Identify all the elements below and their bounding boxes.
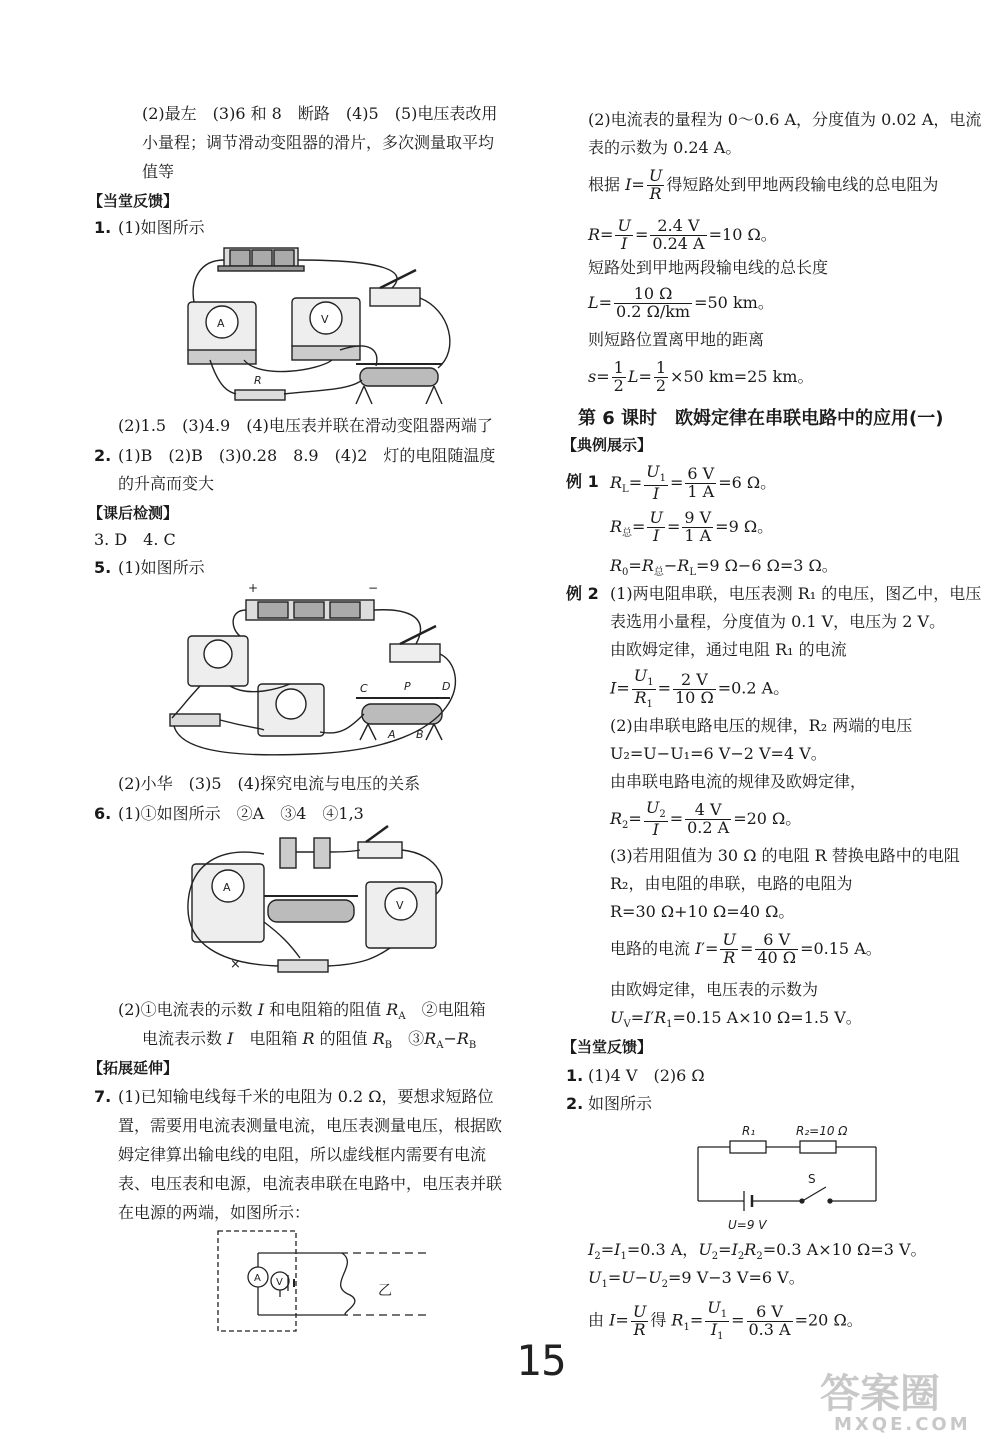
voltmeter-label: V: [396, 899, 404, 912]
answer-line: 由欧姆定律，电压表的示数为: [610, 980, 819, 999]
answer-line: R=30 Ω+10 Ω=40 Ω。: [610, 902, 795, 921]
question-number: 1.: [566, 1066, 584, 1085]
question-number: 5.: [94, 558, 112, 577]
circuit-figure-6: [180, 824, 460, 974]
answer-line: (2)由串联电路电压的规律，R₂ 两端的电压: [610, 716, 913, 735]
cross-mark: ×: [230, 957, 241, 972]
answer-line: 电流表示数 I 电阻箱 R 的阻值 $R_B$ $③R_A-R_B$: [142, 1029, 477, 1052]
answer-line: 3. D 4. C: [94, 530, 176, 549]
answer-line: 在电源的两端，如图所示：: [118, 1203, 311, 1222]
answer-line: (2)1.5 (3)4.9 (4)电压表并联在滑动变阻器两端了: [118, 416, 493, 435]
formula-line: $I_2=I_1=0.3$ A，$U_2=I_2R_2=0.3$ A×10 Ω=3 V。: [588, 1240, 927, 1263]
answer-line: 值等: [142, 162, 175, 181]
terminal-a-label: A: [388, 728, 396, 741]
answer-line: (2)最左 (3)6 和 8 断路 (4)5 (5)电压表改用: [142, 104, 498, 123]
terminal-d-label: D: [442, 680, 451, 693]
ammeter-label: A: [254, 1273, 261, 1284]
circuit-figure-7: [210, 1225, 440, 1337]
example-label: 例 2: [566, 584, 599, 603]
formula-line: $U_V=I'R_1=0.15$ A×10 Ω=1.5 V。: [610, 1008, 862, 1031]
watermark-url: MXQE.COM: [834, 1414, 971, 1435]
switch-label: S: [808, 1172, 816, 1186]
formula-line: $R_L=$ $\frac{U_1}{I}$ = $\frac{6 V}{1 A}$ =6 Ω。: [610, 462, 777, 503]
minus-label: −: [368, 581, 379, 595]
page-number: 15: [516, 1336, 567, 1385]
answer-line: 则短路位置离甲地的距离: [588, 330, 765, 349]
formula-line: L= $\frac{10 \Omega}{0.2 \Omega/km}$ =50 km。: [588, 284, 774, 321]
example-label: 例 1: [566, 472, 599, 491]
answer-line: 表、电压表和电源，电流表串联在电路中，电压表并联: [118, 1174, 503, 1193]
answer-line: (1)如图所示: [118, 218, 205, 237]
answer-line: (2)小华 (3)5 (4)探究电流与电压的关系: [118, 774, 421, 793]
circuit-figure-1: [180, 240, 470, 410]
answer-line: (1)①如图所示 ②A ③4 ④1,3: [118, 804, 364, 823]
answer-line: 小量程；调节滑动变阻器的滑片，多次测量取平均: [142, 133, 495, 152]
answer-line: U₂=U−U₁=6 V−2 V=4 V。: [610, 744, 827, 763]
answer-line: 由欧姆定律，通过电阻 R₁ 的电流: [610, 640, 847, 659]
answer-line: 表的示数为 0.24 A。: [588, 138, 742, 157]
answer-line: (1)B (2)B (3)0.28 8.9 (4)2 灯的电阻随温度: [118, 446, 496, 465]
formula-line: R= $\frac{U}{I}$ = $\frac{2.4 V}{0.24 A}$ =10 Ω。: [588, 216, 777, 253]
r1-label: R₁: [742, 1124, 756, 1138]
formula-line: 电路的电流 I′= $\frac{U}{R}$ = $\frac{6 V}{40 \Omega}$ =0.15 A。: [610, 930, 882, 967]
slider-p-label: P: [404, 680, 411, 693]
resistor-label: R: [254, 374, 262, 387]
answer-line: (1)如图所示: [118, 558, 205, 577]
plus-label: +: [248, 581, 259, 595]
watermark-logo: 答案圈: [820, 1371, 940, 1417]
answer-line: 表选用小量程，分度值为 0.1 V，电压为 2 V。: [610, 612, 946, 631]
formula-line: $R_0=R_总-R_L=9$ Ω−6 Ω=3 Ω。: [610, 556, 838, 579]
question-number: 7.: [94, 1087, 112, 1106]
section-header-after-class: 【课后检测】: [88, 504, 179, 522]
formula-line: s= $\frac{1}{2}$ L= $\frac{1}{2}$ ×50 km=25 km。: [588, 358, 814, 395]
answer-line: (2)①电流表的示数 I 和电阻箱的阻值 $R_A$ ②电阻箱: [118, 1000, 486, 1023]
answer-line: (1)两电阻串联，电压表测 R₁ 的电压，图乙中，电压: [610, 584, 982, 603]
question-number: 2.: [94, 446, 112, 465]
r2-label: R₂=10 Ω: [796, 1124, 848, 1138]
terminal-c-label: C: [360, 682, 368, 695]
answer-line: 如图所示: [588, 1094, 653, 1113]
series-circuit-figure: [690, 1115, 890, 1235]
formula-line: $R_总=$ $\frac{U}{I}$ = $\frac{9 V}{1 A}$ =9 Ω。: [610, 508, 774, 545]
formula-line: 由 I= $\frac{U}{R}$ 得 $R_1=$ $\frac{U_1}{I_1}$ = $\frac{6 V}{0.3 A}$ =20 Ω。: [588, 1298, 863, 1342]
voltmeter-label: V: [276, 1277, 283, 1288]
formula-line: $U_1=U-U_2=9$ V−3 V=6 V。: [588, 1268, 805, 1291]
answer-line: (3)若用阻值为 30 Ω 的电阻 R 替换电路中的电阻: [610, 846, 960, 865]
lesson-title: 第 6 课时 欧姆定律在串联电路中的应用(一): [578, 408, 944, 429]
terminal-b-label: B: [416, 728, 424, 741]
source-voltage-label: U=9 V: [728, 1218, 767, 1232]
section-header-feedback: 【当堂反馈】: [88, 192, 179, 210]
answer-line: 由串联电路电流的规律及欧姆定律，: [610, 772, 867, 791]
answer-line: 的升高而变大: [118, 474, 215, 493]
answer-line: 置，需要用电流表测量电流，电压表测量电压，根据欧: [118, 1116, 503, 1135]
answer-line: R₂，由电阻的串联，电路的电阻为: [610, 874, 853, 893]
section-header-extension: 【拓展延伸】: [88, 1059, 179, 1077]
line-yi-label: 乙: [378, 1283, 392, 1299]
section-header-examples: 【典例展示】: [562, 436, 653, 454]
voltmeter-label: V: [321, 313, 329, 326]
answer-line: 姆定律算出输电线的电阻，所以虚线框内需要有电流: [118, 1145, 487, 1164]
formula-line: 根据 I= $\frac{U}{R}$ 得短路处到甲地两段输电线的总电阻为: [588, 166, 939, 203]
answer-line: (2)电流表的量程为 0～0.6 A，分度值为 0.02 A，电流: [588, 110, 982, 129]
answer-line: 短路处到甲地两段输电线的总长度: [588, 258, 829, 277]
ammeter-label: A: [217, 317, 225, 330]
question-number: 6.: [94, 804, 112, 823]
answer-line: (1)已知输电线每千米的电阻为 0.2 Ω，要想求短路位: [118, 1087, 494, 1106]
question-number: 2.: [566, 1094, 584, 1113]
formula-line: $R_2=$ $\frac{U_2}{I}$ = $\frac{4 V}{0.2 A}$ =20 Ω。: [610, 798, 802, 839]
circuit-figure-5: [160, 578, 480, 764]
ammeter-label: A: [223, 881, 231, 894]
formula-line: I= $\frac{U_1}{R_1}$ = $\frac{2 V}{10 \Omega}$ =0.2 A。: [610, 666, 790, 710]
answer-line: (1)4 V (2)6 Ω: [588, 1066, 705, 1085]
section-header-feedback-2: 【当堂反馈】: [562, 1038, 653, 1056]
question-number: 1.: [94, 218, 112, 237]
